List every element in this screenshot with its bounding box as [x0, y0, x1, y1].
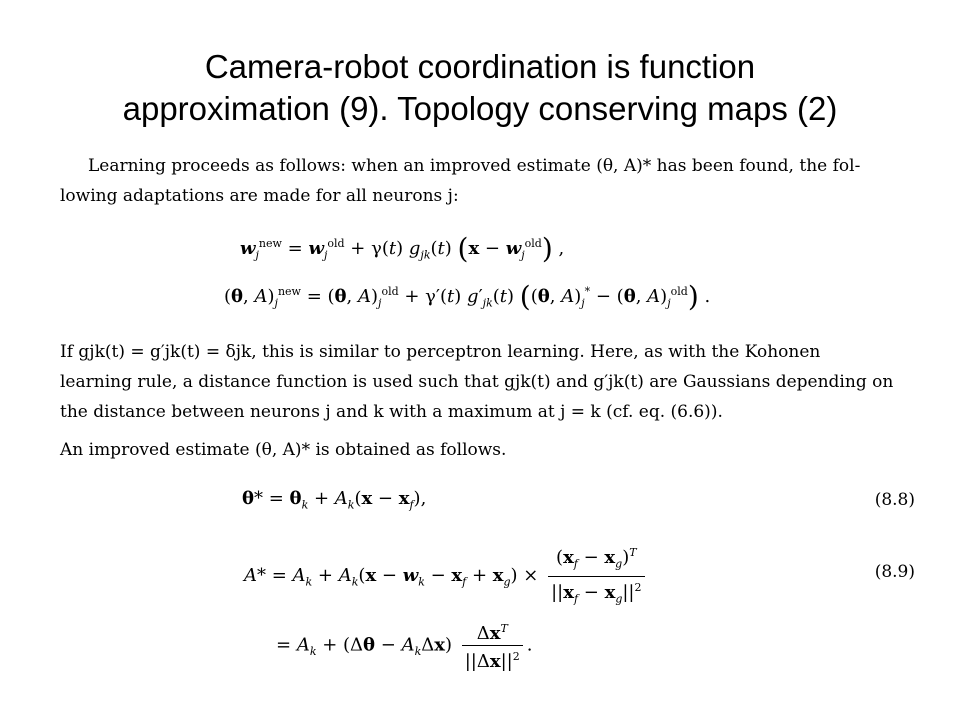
equation-thetaA-update: (θ, $A)_j^{new} = (\theta$, $A)_j^{old} + \gamma'(t)$ $g'_{jk}(t)$ ((θ, $A)_j^* - (\theta$, $A)_j^{old}$) .	[224, 280, 711, 313]
paragraph-line-5: the distance between neurons j and k with a maximum at j = k (cf. eq. (6.6)).	[60, 402, 723, 422]
equation-number-8-9: (8.9)	[874, 562, 915, 582]
paragraph-line-1: Learning proceeds as follows: when an improved estimate (θ, A)* has been found, the fol-	[88, 156, 861, 176]
slide-title-line1: Camera-robot coordination is function	[204, 48, 756, 85]
slide-title	[0, 46, 960, 130]
equation-A-star-line2: = $A_k + (\Delta\theta - A_k\Delta x)$ $\frac{\Delta x^T}{||\Delta x||^2}$ .	[276, 618, 532, 673]
paragraph-line-3: If gjk(t) = g′jk(t) = δjk, this is similar to perceptron learning. Here, as with the Kohonen	[60, 342, 821, 362]
slide-title-line2: approximation (9). Topology conserving maps (2)	[122, 90, 838, 127]
equation-number-8-8: (8.8)	[874, 490, 915, 510]
scanned-page-excerpt	[60, 150, 915, 710]
equation-A-star-line1: $A* = A_k + A_k(x - w_k - x_f + x_g)$ × $\frac{(x_f - x_g)^T}{||x_f - x_g||^2}$	[244, 542, 649, 610]
paragraph-line-4: learning rule, a distance function is used such that gjk(t) and g′jk(t) are Gaussians depending on	[60, 372, 894, 392]
equation-theta-star: $\theta* = \theta_k + A_k(x - x_f)$,	[242, 488, 427, 512]
equation-w-update: $w_j^{new} = w_j^{old} + \gamma(t)$ $g_{jk}(t) (x - w_j^{old})$ ,	[240, 232, 565, 265]
paragraph-line-6: An improved estimate (θ, A)* is obtained as follows.	[60, 440, 507, 460]
paragraph-line-2: lowing adaptations are made for all neurons j:	[60, 186, 459, 206]
